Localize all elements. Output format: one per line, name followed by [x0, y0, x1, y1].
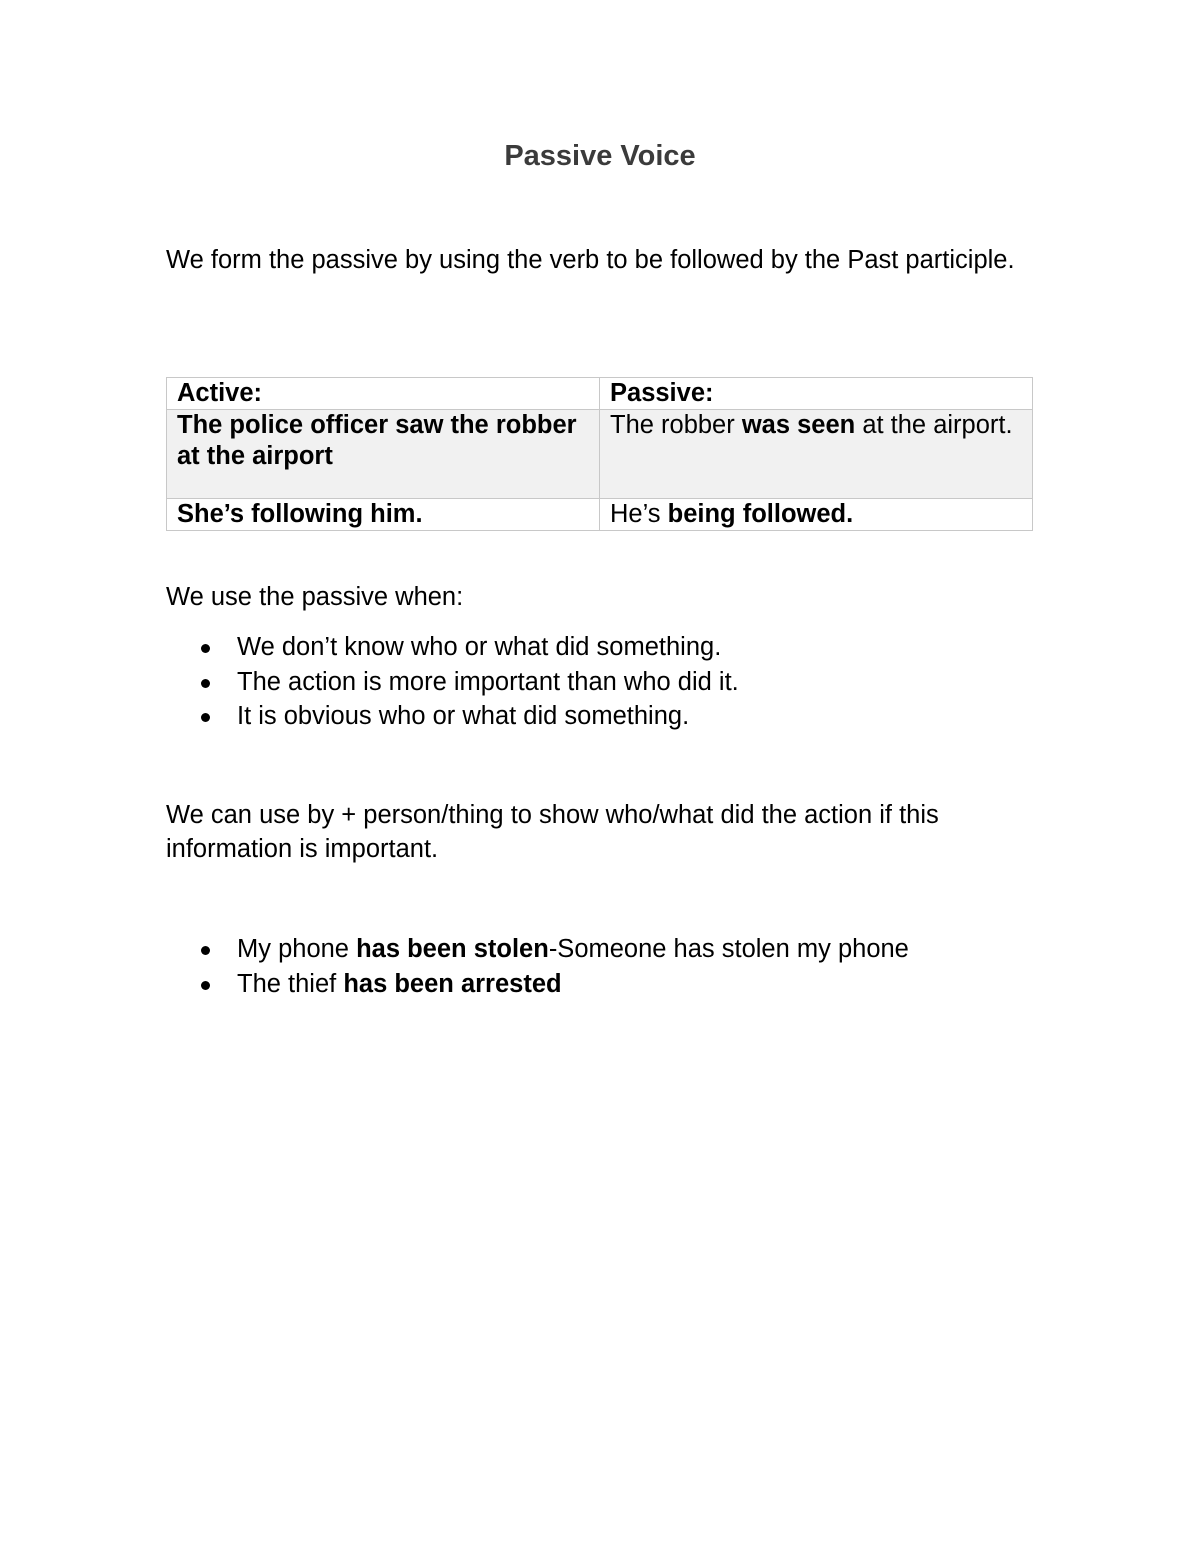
list-item [166, 932, 1066, 967]
table-header-passive [600, 378, 1033, 410]
list-item [166, 967, 1066, 1002]
table-header-active [167, 378, 600, 410]
example-passive-phrase: has been arrested [343, 969, 562, 998]
list-item-text: We don’t know who or what did something. [237, 633, 722, 661]
header-passive-label: Passive: [610, 379, 714, 407]
by-agent-paragraph: We can use by + person/thing to show who/what did the action if this information is important. [166, 801, 939, 863]
header-active-label: Active: [177, 379, 263, 407]
active-passive-table [166, 377, 1033, 531]
passive-sentence-start: The robber [610, 411, 742, 439]
example-text-start: The thief [237, 969, 344, 998]
passive-sentence-start: He’s [610, 500, 668, 528]
passive-verb-phrase: was seen [741, 411, 856, 439]
list-item [166, 665, 1066, 700]
table-cell-passive [600, 410, 1033, 499]
intro-paragraph: We form the passive by using the verb to be followed by the Past participle. [166, 246, 1015, 274]
table-cell-passive [600, 499, 1033, 531]
use-cases-list [166, 630, 1066, 734]
list-item [166, 630, 1066, 665]
active-sentence: She’s following him. [177, 500, 423, 528]
bullet-icon [201, 946, 210, 955]
table-row [167, 410, 1033, 499]
table-cell-active [167, 499, 600, 531]
example-text-start: My phone [237, 935, 357, 963]
examples-list [166, 932, 1066, 1001]
passive-verb-phrase: being followed. [667, 500, 854, 528]
example-passive-phrase: has been stolen [356, 935, 549, 963]
table-header-row [167, 378, 1033, 410]
bullet-icon [201, 679, 210, 688]
page-title: Passive Voice [504, 140, 696, 172]
list-item-text: It is obvious who or what did something. [237, 702, 690, 730]
example-text-end: -Someone has stolen my phone [548, 935, 909, 963]
table-row [167, 499, 1033, 531]
bullet-icon [201, 981, 210, 990]
bullet-icon [201, 713, 210, 722]
table-cell-active [167, 410, 600, 499]
active-sentence: The police officer saw the robber at the airport [177, 411, 577, 470]
use-cases-heading: We use the passive when: [166, 583, 464, 611]
passive-sentence-end: at the airport. [855, 411, 1013, 439]
list-item-text: The action is more important than who did it. [237, 667, 739, 696]
list-item [166, 699, 1066, 734]
bullet-icon [201, 644, 210, 653]
